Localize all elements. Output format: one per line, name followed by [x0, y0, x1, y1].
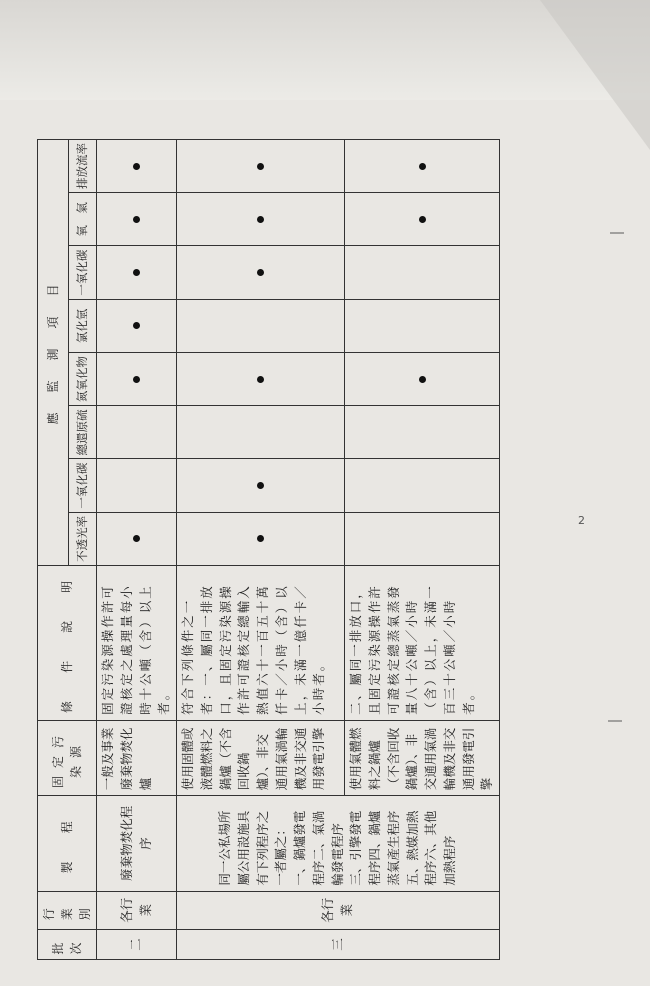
- source-cell: 使用固體或液體燃料之鍋爐（不含回收鍋爐）、非交通用氣渦輪機及非交通用發電引擎: [177, 720, 345, 795]
- item-hcl: 氯化氫: [68, 299, 96, 352]
- mark-cell: [345, 193, 500, 246]
- source-cell: 使用氣體燃料之鍋爐（不含回收鍋爐）、非交通用氣渦輪機及非交通用發電引擎: [345, 720, 500, 795]
- header-conditions: 條 件 說 明: [38, 566, 97, 721]
- mark-cell: [97, 299, 177, 352]
- margin-mark: [608, 720, 622, 722]
- item-co: 一氧化碳: [68, 459, 96, 512]
- mark-cell: [345, 352, 500, 405]
- mark-cell: [177, 246, 345, 299]
- batch-cell: 三: [177, 929, 500, 959]
- monitor-dot: [257, 269, 264, 276]
- monitor-dot: [257, 376, 264, 383]
- header-industry: 行業別: [38, 891, 97, 929]
- monitor-dot: [419, 216, 426, 223]
- monitor-dot: [133, 163, 140, 170]
- header-row-top: [38, 80, 69, 960]
- header-process: 製 程: [38, 796, 97, 891]
- mark-cell: [97, 246, 177, 299]
- mark-cell: [177, 459, 345, 512]
- mark-cell: [345, 406, 500, 459]
- page-fold-corner: [540, 0, 650, 150]
- mark-cell: [345, 299, 500, 352]
- mark-cell: [97, 512, 177, 565]
- monitor-dot: [257, 216, 264, 223]
- process-cell: 同一公私場所屬公用設施具有下列程序之一者屬之：一、鍋爐發電程序二、氣渦輪發電程序三、引擎發電程序四、鍋爐蒸氣產生程序五、熱媒加熱程序六、其他加熱程序: [177, 796, 500, 891]
- table-row: [177, 80, 345, 960]
- source-cell: 一般及事業廢棄物焚化爐: [97, 720, 177, 795]
- page-number: 2: [578, 514, 585, 527]
- mark-cell: [97, 139, 177, 192]
- monitor-dot: [257, 163, 264, 170]
- header-monitor-items: 應 監 測 項 目: [38, 139, 69, 565]
- mark-cell: [345, 459, 500, 512]
- monitoring-items-table: [37, 80, 500, 960]
- monitor-dot: [133, 322, 140, 329]
- monitor-dot: [257, 535, 264, 542]
- item-co2: 一氧化碳: [68, 246, 96, 299]
- rotated-table-frame: [37, 80, 495, 960]
- industry-cell: 各行業: [97, 891, 177, 929]
- conditions-cell: 符合下列條件之一者：一、屬同一排放口，且固定污染源操作許可證核定總輸入熱值六十一百五十萬仟卡／小時（含）以上，未滿一億仟卡／小時者。: [177, 566, 345, 721]
- monitor-dot: [133, 269, 140, 276]
- mark-cell: [97, 459, 177, 512]
- mark-cell: [177, 299, 345, 352]
- item-nox: 氮氧化物: [68, 352, 96, 405]
- monitor-dot: [133, 535, 140, 542]
- mark-cell: [345, 139, 500, 192]
- conditions-cell: 固定污染源操作許可證核定之處理量每小時十公噸（含）以上者。: [97, 566, 177, 721]
- mark-cell: [177, 193, 345, 246]
- item-trs: 總還原硫: [68, 406, 96, 459]
- mark-cell: [345, 246, 500, 299]
- mark-cell: [177, 139, 345, 192]
- batch-cell: 二: [97, 929, 177, 959]
- blank-margin: [38, 80, 345, 139]
- table-row: [97, 80, 177, 960]
- industry-cell: 各行業: [177, 891, 500, 929]
- mark-cell: [97, 193, 177, 246]
- monitor-dot: [257, 482, 264, 489]
- mark-cell: [177, 512, 345, 565]
- header-source: 固定污染源: [38, 720, 97, 795]
- margin-mark: [610, 232, 624, 234]
- monitor-dot: [133, 376, 140, 383]
- monitor-dot: [419, 163, 426, 170]
- monitor-dot: [133, 216, 140, 223]
- mark-cell: [97, 352, 177, 405]
- item-o2: 氧 氣: [68, 193, 96, 246]
- mark-cell: [177, 406, 345, 459]
- mark-cell: [177, 352, 345, 405]
- conditions-cell: 二、屬同一排放口，且固定污染源操作許可證核定總蒸氣蒸發量八十公噸／小時（含）以上，未滿一百三十公噸／小時者。: [345, 566, 500, 721]
- process-cell: 廢棄物焚化程序: [97, 796, 177, 891]
- item-flow: 排放流率: [68, 139, 96, 192]
- mark-cell: [345, 512, 500, 565]
- monitor-dot: [419, 376, 426, 383]
- item-opacity: 不透光率: [68, 512, 96, 565]
- header-batch: 批次: [38, 929, 97, 959]
- mark-cell: [97, 406, 177, 459]
